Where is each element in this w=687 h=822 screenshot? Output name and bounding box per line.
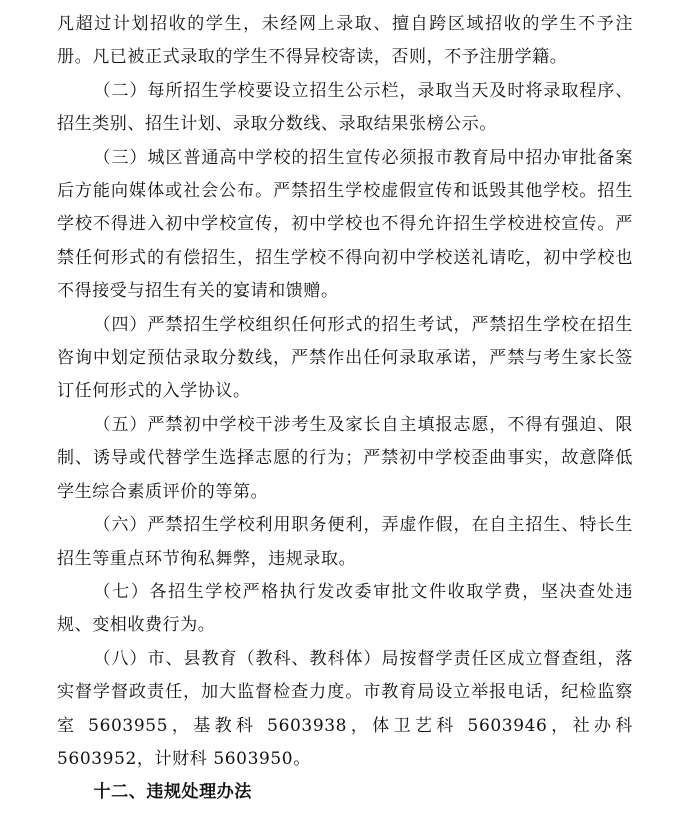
paragraph-continuation: 凡超过计划招收的学生，未经网上录取、擅自跨区域招收的学生不予注册。凡已被正式录取的学生不得异校寄读，否则，不予注册学籍。 <box>57 14 633 68</box>
paragraph-item-6: （六）严禁招生学校利用职务便利，弄虚作假，在自主招生、特长生招生等重点环节徇私舞弊，违规录取。 <box>57 515 633 569</box>
paragraph-item-5: （五）严禁初中学校干涉考生及家长自主填报志愿，不得有强迫、限制、诱导或代替学生选择志愿的行为；严禁初中学校歪曲事实，故意降低学生综合素质评价的等第。 <box>57 414 633 502</box>
paragraph-item-4: （四）严禁招生学校组织任何形式的招生考试，严禁招生学校在招生咨询中划定预估录取分数线，严禁作出任何录取承诺，严禁与考生家长签订任何形式的入学协议。 <box>57 314 633 402</box>
paragraph-item-8: （八）市、县教育（教科、教科体）局按督学责任区成立督查组，落实督学督政责任，加大监督检查力度。市教育局设立举报电话，纪检监察室 5603955，基教科 5603938，体卫艺科 5603946，社办科 5603952，计财科 5603950。 <box>57 648 633 769</box>
paragraph-item-2: （二）每所招生学校要设立招生公示栏，录取当天及时将录取程序、招生类别、招生计划、录取分数线、录取结果张榜公示。 <box>57 80 633 135</box>
document-body <box>57 8 633 810</box>
paragraph-item-7: （七）各招生学校严格执行发改委审批文件收取学费，坚决查处违规、变相收费行为。 <box>57 581 633 636</box>
paragraph-item-3: （三）城区普通高中学校的招生宣传必须报市教育局中招办审批备案后方能向媒体或社会公布。严禁招生学校虚假宣传和诋毁其他学校。招生学校不得进入初中学校宣传，初中学校也不得允许招生学校进校宣传。严禁任何形式的有偿招生，招生学校不得向初中学校送礼请吃，初中学校也不得接受与招生有关的宴请和馈赠。 <box>57 147 633 302</box>
section-heading: 十二、违规处理办法 <box>93 782 252 803</box>
